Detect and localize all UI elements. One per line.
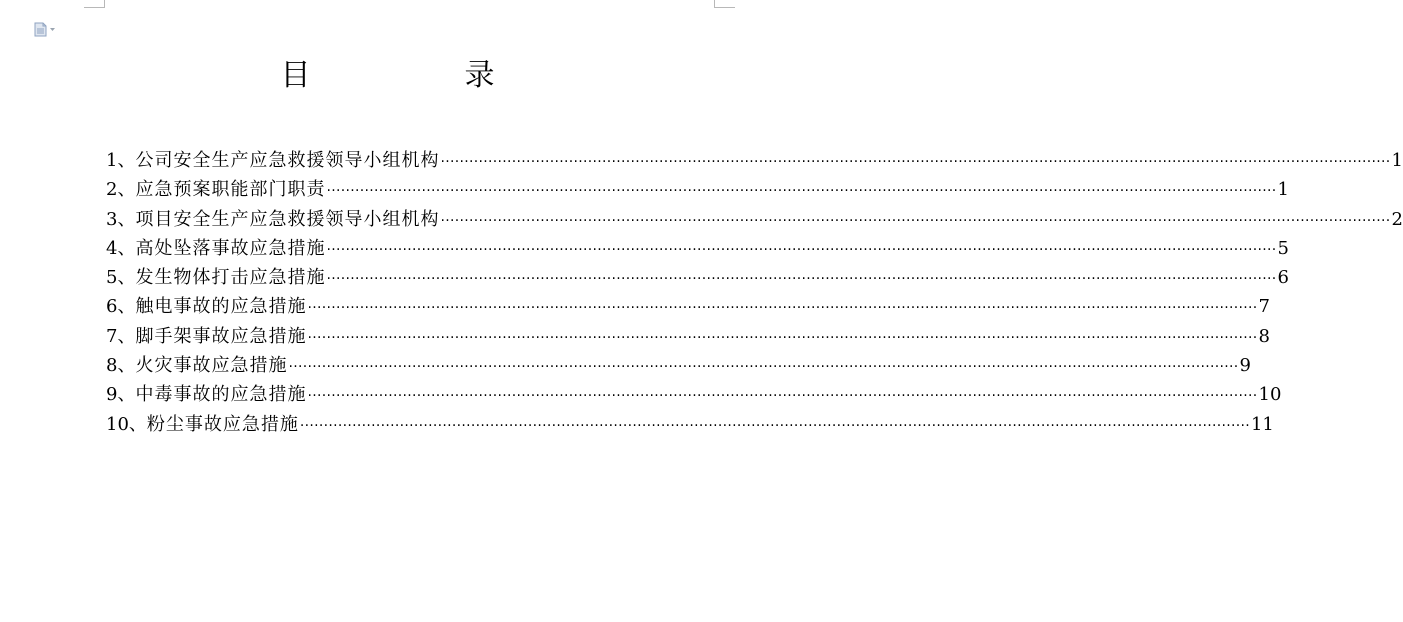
toc-entry-title: 发生物体打击应急措施	[135, 267, 326, 289]
toc-entry-number: 7、	[106, 325, 136, 347]
toc-entry-title: 公司安全生产应急救援领导小组机构	[135, 150, 440, 171]
toc-entry-page-number: 2	[1391, 208, 1403, 230]
toc-entry-title: 高处坠落事故应急措施	[135, 237, 326, 259]
toc-entry-number: 10、	[106, 413, 147, 435]
toc-title: 目 录	[280, 58, 557, 93]
toc-entry-title: 应急预案职能部门职责	[135, 179, 326, 201]
toc-dot-leader: ········································································································································································································	[326, 241, 1277, 258]
toc-entry-title: 脚手架事故应急措施	[135, 325, 307, 347]
toc-dot-leader: ········································································································································································································	[299, 417, 1250, 434]
toc-dot-leader: ········································································································································································································	[326, 183, 1277, 200]
toc-entry[interactable]	[106, 263, 1289, 292]
toc-entry-page-number: 1	[1391, 150, 1403, 171]
toc-entry[interactable]	[106, 175, 1289, 204]
toc-entry-number: 9、	[106, 384, 136, 406]
toc-entry[interactable]	[106, 351, 1251, 380]
toc-entry-number: 6、	[106, 296, 136, 318]
toc-entry[interactable]	[106, 410, 1274, 439]
toc-entry-page-number: 1	[1277, 179, 1289, 201]
toc-dot-leader: ········································································································································································································	[440, 154, 1391, 170]
toc-dot-leader: ········································································································································································································	[307, 329, 1258, 346]
toc-entry-page-number: 8	[1258, 325, 1270, 347]
toc-entry-page-number: 7	[1258, 296, 1270, 318]
toc-entry-title: 项目安全生产应急救援领导小组机构	[135, 208, 440, 230]
toc-dot-leader: ········································································································································································································	[307, 388, 1258, 405]
toc-entry-number: 3、	[106, 208, 136, 230]
toc-entry-number: 2、	[106, 179, 136, 201]
toc-dot-leader: ········································································································································································································	[440, 212, 1391, 229]
toc-entry-number: 1、	[106, 150, 136, 171]
toc-entry-page-number: 6	[1277, 267, 1289, 289]
toc-entry[interactable]	[106, 322, 1270, 351]
page-corner-mark-left	[84, 0, 105, 8]
toc-entry-page-number: 5	[1277, 237, 1289, 259]
toc-entry[interactable]	[106, 146, 1403, 175]
toc-entry-number: 4、	[106, 237, 136, 259]
paste-options-icon	[34, 22, 47, 37]
toc-entry[interactable]	[106, 292, 1270, 321]
toc-list	[106, 146, 1403, 439]
toc-dot-leader: ········································································································································································································	[288, 359, 1239, 376]
toc-entry-title: 中毒事故的应急措施	[135, 384, 307, 406]
toc-entry-title: 粉尘事故应急措施	[146, 413, 299, 435]
page-corner-mark-right	[714, 0, 735, 8]
toc-entry-title: 火灾事故应急措施	[135, 355, 288, 377]
chevron-down-icon	[50, 28, 55, 31]
toc-dot-leader: ········································································································································································································	[307, 300, 1258, 317]
toc-entry[interactable]	[106, 380, 1282, 409]
toc-entry-title: 触电事故的应急措施	[135, 296, 307, 318]
toc-entry[interactable]	[106, 205, 1403, 234]
paste-options-button[interactable]	[34, 22, 55, 37]
toc-entry-number: 5、	[106, 267, 136, 289]
toc-entry-page-number: 10	[1258, 384, 1282, 406]
toc-entry-page-number: 11	[1250, 413, 1274, 435]
toc-entry[interactable]	[106, 234, 1289, 263]
toc-dot-leader: ········································································································································································································	[326, 271, 1277, 288]
toc-entry-number: 8、	[106, 355, 136, 377]
toc-entry-page-number: 9	[1239, 355, 1251, 377]
